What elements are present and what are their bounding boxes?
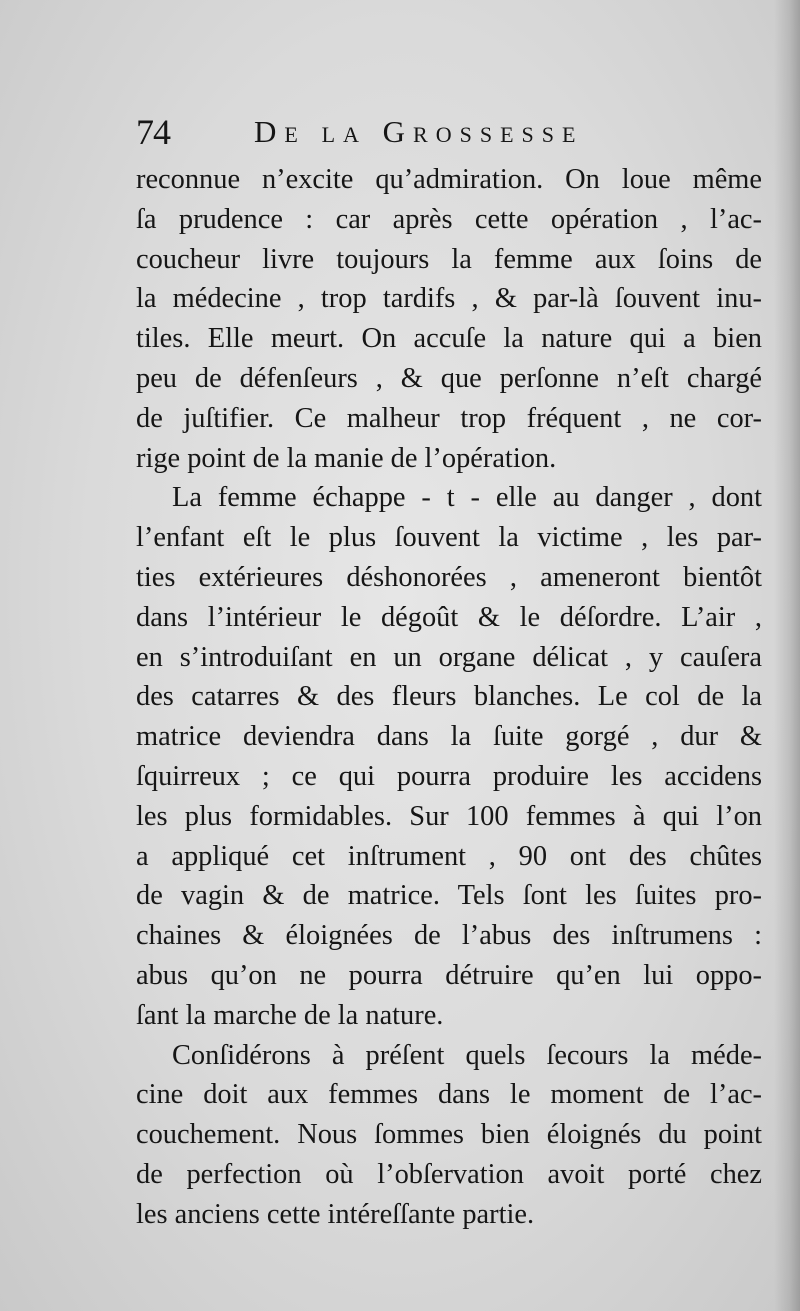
paragraph-2 bbox=[136, 478, 762, 1035]
text-line: abus qu’on ne pourra détruire qu’en lui oppo- bbox=[136, 959, 762, 991]
text-line: rige point de la manie de l’opération. bbox=[136, 442, 557, 474]
text-line: Conſidérons à préſent quels ſecours la méde- bbox=[172, 1039, 762, 1071]
text-line: ſa prudence : car après cette opération , l’ac- bbox=[136, 203, 762, 235]
text-line: matrice deviendra dans la ſuite gorgé , dur & bbox=[136, 721, 762, 753]
page-edge-shadow bbox=[774, 0, 800, 1311]
running-title: De la Grossesse bbox=[254, 114, 584, 149]
body-text bbox=[136, 160, 762, 1235]
text-line: tiles. Elle meurt. On accuſe la nature qui a bien bbox=[136, 323, 762, 355]
text-line: chaines & éloignées de l’abus des inſtrumens : bbox=[136, 920, 762, 952]
text-line: de vagin & de matrice. Tels ſont les ſuites pro- bbox=[136, 880, 762, 912]
text-line: peu de défenſeurs , & que perſonne n’eſt chargé bbox=[136, 362, 762, 394]
text-line: a appliqué cet inſtrument , 90 ont des chûtes bbox=[136, 840, 762, 872]
paragraph-1 bbox=[136, 160, 762, 478]
text-line: La femme échappe - t - elle au danger , dont bbox=[172, 482, 762, 514]
text-line: coucheur livre toujours la femme aux ſoins de bbox=[136, 243, 762, 275]
text-line: les plus formidables. Sur 100 femmes à qui l’on bbox=[136, 800, 762, 832]
text-line: cine doit aux femmes dans le moment de l’ac- bbox=[136, 1079, 762, 1111]
text-line: l’enfant eſt le plus ſouvent la victime , les par- bbox=[136, 522, 762, 554]
paragraph-3 bbox=[136, 1036, 762, 1235]
text-line: ſant la marche de la nature. bbox=[136, 999, 444, 1031]
text-line: ſquirreux ; ce qui pourra produire les accidens bbox=[136, 760, 762, 792]
text-line: de perfection où l’obſervation avoit porté chez bbox=[136, 1158, 762, 1190]
text-line: ties extérieures déshonorées , ameneront bientôt bbox=[136, 561, 762, 593]
text-line: en s’introduiſant en un organe délicat , y cauſera bbox=[136, 641, 762, 673]
text-line: couchement. Nous ſommes bien éloignés du point bbox=[136, 1119, 762, 1151]
page-number: 74 bbox=[136, 112, 170, 152]
text-line: reconnue n’excite qu’admiration. On loue même bbox=[136, 164, 762, 195]
text-line: la médecine , trop tardifs , & par-là ſouvent inu- bbox=[136, 283, 762, 315]
text-line: les anciens cette intéreſſante partie. bbox=[136, 1198, 535, 1230]
text-line: dans l’intérieur le dégoût & le déſordre. L’air , bbox=[136, 601, 762, 633]
text-line: des catarres & des fleurs blanches. Le col de la bbox=[136, 681, 762, 713]
text-line: de juſtifier. Ce malheur trop fréquent , ne cor- bbox=[136, 402, 762, 434]
running-head bbox=[136, 108, 776, 158]
